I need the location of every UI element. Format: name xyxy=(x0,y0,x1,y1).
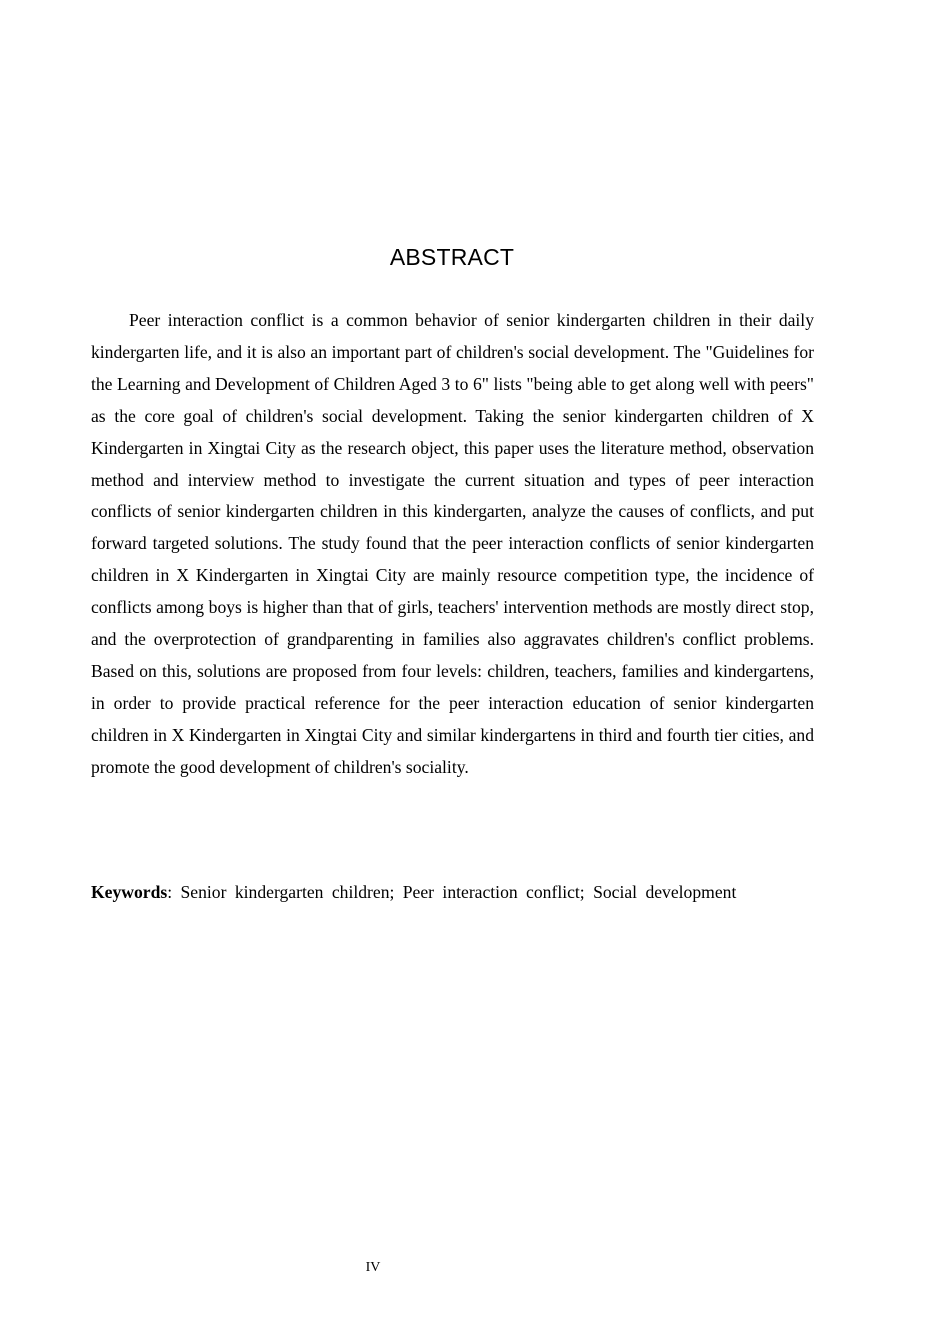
keywords-label: Keywords xyxy=(91,882,168,902)
abstract-title: ABSTRACT xyxy=(389,244,515,270)
abstract-body: Peer interaction conflict is a common behavior of senior kindergarten children in their daily kindergarten life, and it is also an important part of children's social development. The "Guidelines for the Learning and Development of Children Aged 3 to 6" lists "being able to get along well with peers" as the core goal of children's social development. Taking the senior kindergarten children of X Kindergarten in Xingtai City as the research object, this paper uses the literature method, observation method and interview method to investigate the current situation and types of peer interaction conflicts of senior kindergarten children in this kindergarten, analyze the causes of conflicts, and put forward targeted solutions. The study found that the peer interaction conflicts of senior kindergarten children in X Kindergarten in Xingtai City are mainly resource competition type, the incidence of conflicts among boys is higher than that of girls, teachers' intervention methods are mostly direct stop, and the overprotection of grandparenting in families also aggravates children's conflict problems. Based on this, solutions are proposed from four levels: children, teachers, families and kindergartens, in order to provide practical reference for the peer interaction education of senior kindergarten children in X Kindergarten in Xingtai City and similar kindergartens in third and fourth tier cities, and promote the good development of children's sociality. xyxy=(91,310,814,777)
page-number: IV xyxy=(365,1260,381,1275)
keywords-line xyxy=(91,877,851,908)
keywords-text: Senior kindergarten children; Peer interaction conflict; Social development xyxy=(172,882,737,902)
keywords-separator: : xyxy=(167,882,173,902)
